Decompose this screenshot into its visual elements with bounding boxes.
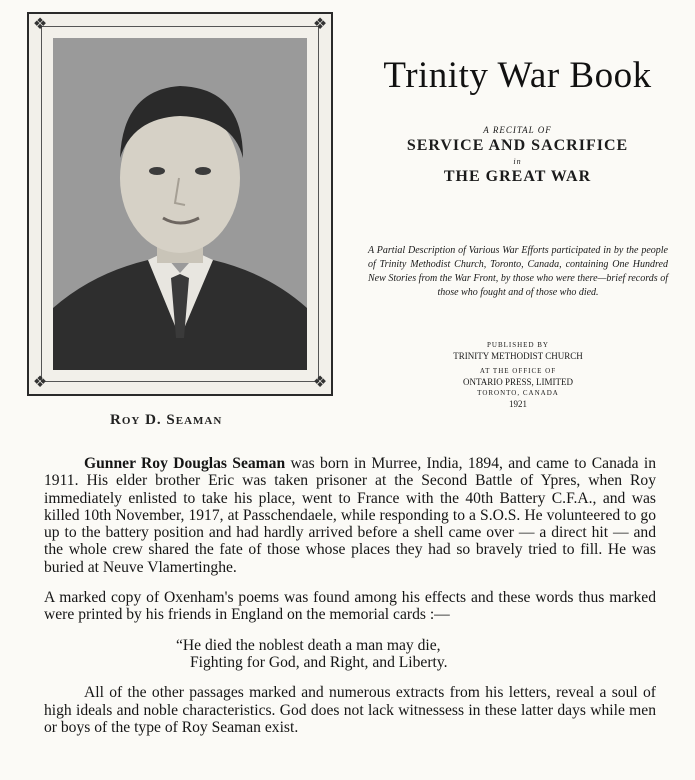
in-line: in xyxy=(513,157,522,166)
quote-line-2: Fighting for God, and Right, and Liberty. xyxy=(190,653,448,671)
service-line: SERVICE AND SACRIFICE xyxy=(406,137,629,154)
paragraph-2: A marked copy of Oxenham's poems was found among his effects and these words thus marked were printed by his friends in England on the memorial cards :— xyxy=(44,589,656,624)
recital-line: A RECITAL OF xyxy=(483,125,552,135)
ornament-bottom-right-icon: ❖ xyxy=(312,374,328,391)
paragraph-1 xyxy=(44,455,656,576)
portrait-caption: Roy D. Seaman xyxy=(110,412,223,428)
portrait-photo-icon xyxy=(53,38,307,370)
church-name: TRINITY METHODIST CHURCH xyxy=(453,351,583,361)
ornament-bottom-left-icon: ❖ xyxy=(32,374,48,391)
at-office: AT THE OFFICE OF xyxy=(479,367,557,375)
book-title: Trinity War Book xyxy=(383,55,652,96)
title-page xyxy=(340,0,695,186)
publisher-block xyxy=(368,340,668,410)
paragraph-1-text: was born in Murree, India, 1894, and came to Canada in 1911. His elder brother Eric was taken prisoner at the Second Battle of Ypres, when Roy immediately enlisted to take his place, went to France with the 40th Battery C.F.A., and was killed 10th November, 1917, at Passchendaele, while responding to a S.O.S. He volunteered to go up to the battery position and had hardly arrived before a shell came over — a direct hit — and the whole crew shared the fate of those whose places they had so bravely tried to fill. He was buried at Neuve Vlamertinghe. xyxy=(44,455,656,576)
war-line: THE GREAT WAR xyxy=(443,168,592,185)
article-body xyxy=(44,455,656,749)
city: TORONTO, CANADA xyxy=(477,389,559,397)
portrait-photo xyxy=(53,38,307,370)
quote-line-1: “He died the noblest death a man may die, xyxy=(176,636,441,654)
year: 1921 xyxy=(509,399,527,409)
paragraph-3: All of the other passages marked and numerous extracts from his letters, reveal a soul of high ideals and noble characteristics. God does not lack witnessess in these latter days while men or boys of the type of Roy Seaman exist. xyxy=(44,684,656,736)
press-name: ONTARIO PRESS, LIMITED xyxy=(462,377,574,387)
ornament-top-left-icon: ❖ xyxy=(32,16,48,33)
poem-quote xyxy=(44,637,656,672)
portrait-frame xyxy=(27,12,333,396)
ornament-top-right-icon: ❖ xyxy=(312,16,328,33)
book-description: A Partial Description of Various War Efforts participated in by the people of Trinity Methodist Church, Toronto, Canada, containing One Hundred New Stories from the War Front, by those who were there—brief records of those who fought and of those who died. xyxy=(368,245,668,298)
subject-name: Gunner Roy Douglas Seaman xyxy=(84,455,286,472)
published-by: PUBLISHED BY xyxy=(487,341,549,349)
